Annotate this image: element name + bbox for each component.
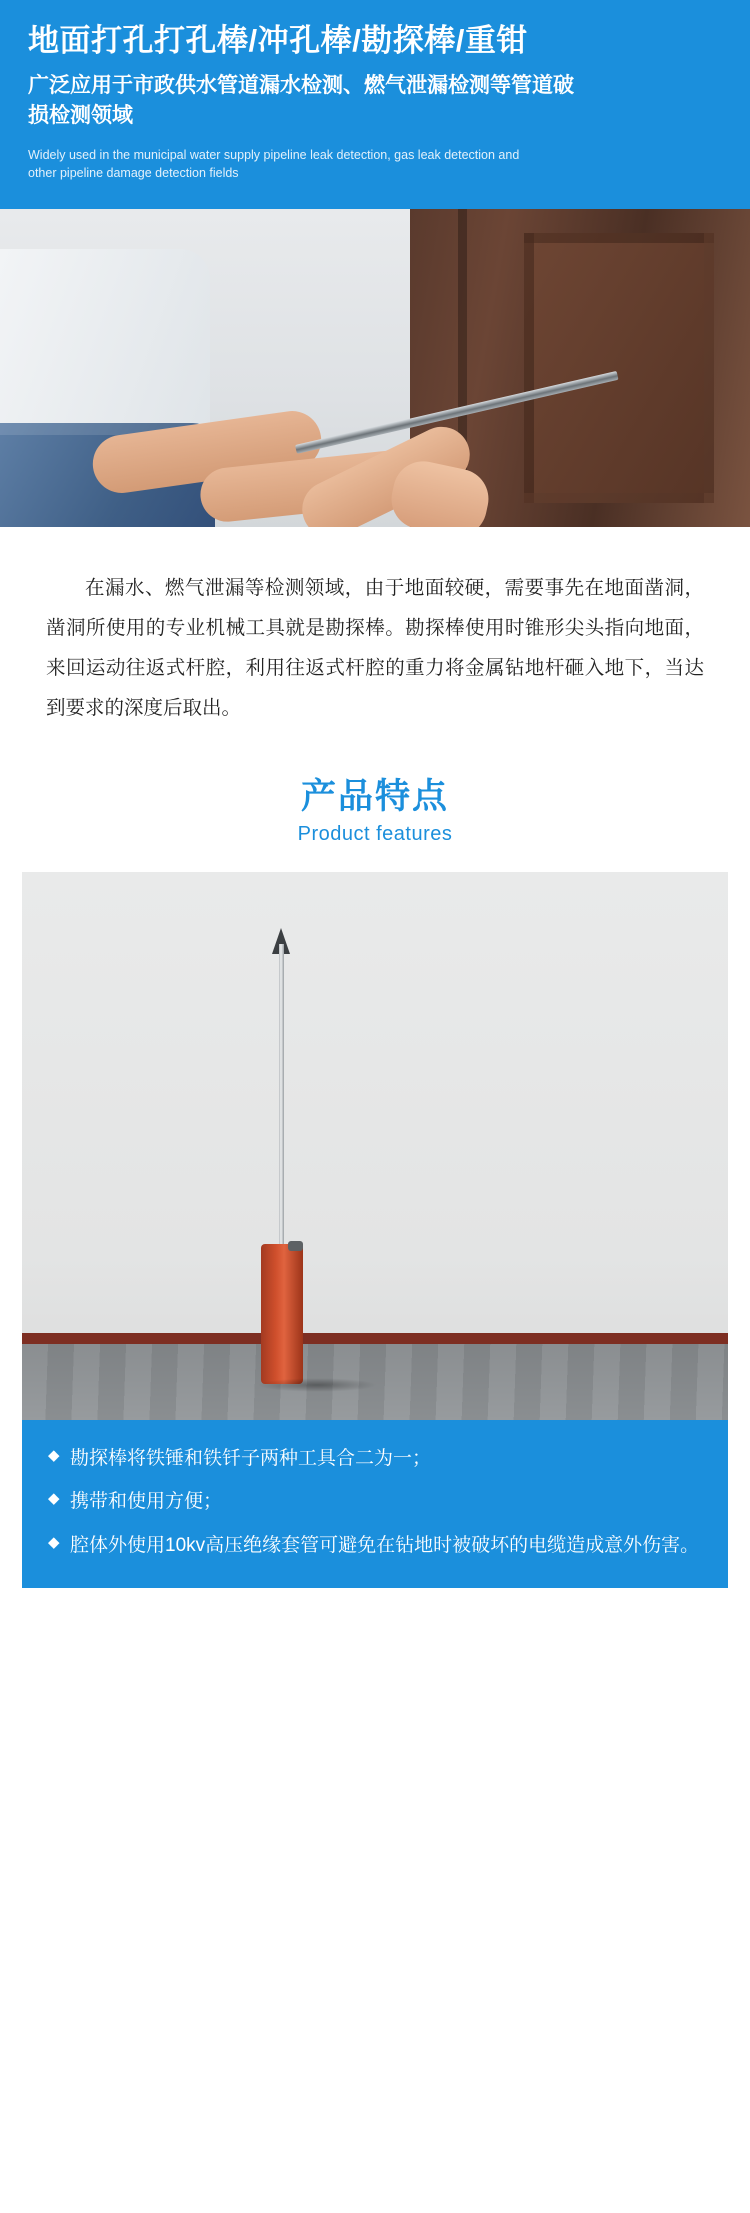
section-heading-cn: 产品特点 (300, 777, 449, 816)
intro-paragraph: 在漏水、燃气泄漏等检测领域，由于地面较硬，需要事先在地面凿洞，凿洞所使用的专业机械工具就是勘探棒。勘探棒使用时锥形尖头指向地面，来回运动往返式杆腔，利用往返式杆腔的重力将金属钻地杆砸入地下，当达到要求的深度后取出。 (46, 577, 704, 720)
product-rod-shadow (257, 1378, 377, 1392)
features-list (22, 1420, 728, 1588)
product-image (22, 872, 728, 1420)
product-rod-handle (261, 1244, 303, 1384)
diamond-bullet-icon: ◆ (48, 1447, 60, 1464)
feature-text: 携带和使用方便； (70, 1491, 223, 1513)
product-rod-shaft (279, 944, 284, 1249)
section-heading (0, 763, 750, 846)
product-wall-baseboard (22, 1333, 728, 1344)
list-item (48, 1442, 702, 1475)
hero-person-torso (0, 249, 210, 439)
list-item (48, 1485, 702, 1518)
section-heading-en: Product features (297, 823, 453, 845)
diamond-bullet-icon: ◆ (48, 1533, 60, 1551)
list-item (48, 1529, 702, 1562)
page-subtitle-english: Widely used in the municipal water supply pipeline leak detection, gas leak detection and other pipeline damage detection fields (28, 147, 520, 181)
diamond-bullet-icon: ◆ (48, 1490, 60, 1508)
hero-image (0, 209, 750, 527)
feature-text: 勘探棒将铁锤和铁钎子两种工具合二为一； (70, 1448, 432, 1469)
page-header-banner (0, 0, 750, 209)
hero-door-panel (524, 233, 714, 503)
page-subtitle: 广泛应用于市政供水管道漏水检测、燃气泄漏检测等管道破损检测领域 (28, 73, 574, 128)
page-title: 地面打孔打孔棒/冲孔棒/勘探棒/重钳 (28, 23, 528, 58)
product-rod-knob (288, 1241, 303, 1251)
feature-text: 腔体外使用10kv高压绝缘套管可避免在钻地时被破坏的电缆造成意外伤害。 (70, 1534, 700, 1556)
